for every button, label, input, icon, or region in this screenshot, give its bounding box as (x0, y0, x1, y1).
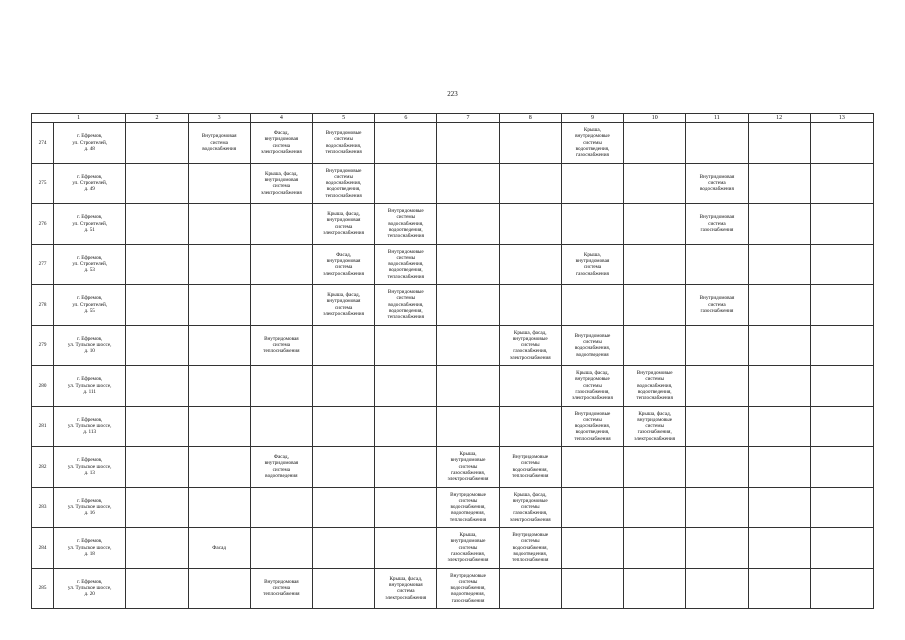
work-cell (810, 568, 873, 609)
work-cell (810, 487, 873, 528)
table-body (32, 123, 874, 609)
work-cell (126, 325, 188, 366)
work-cell (375, 528, 437, 569)
work-cell (810, 406, 873, 447)
work-cell (126, 123, 188, 164)
table-row (32, 204, 874, 245)
work-cell (126, 285, 188, 326)
address-cell: г. Ефремов, ул. Тульское шоссе, д. 13 (54, 447, 126, 488)
work-cell (748, 123, 810, 164)
row-number: 278 (32, 285, 54, 326)
work-cell (126, 528, 188, 569)
table-row (32, 123, 874, 164)
work-cell: Внутридомовая система теплоснабжения (250, 325, 312, 366)
row-number: 281 (32, 406, 54, 447)
work-cell: Фасад, внутридомовая система электроснабжения (312, 244, 374, 285)
work-cell (126, 204, 188, 245)
row-number: 274 (32, 123, 54, 164)
column-header-11: 11 (686, 114, 748, 123)
row-number: 275 (32, 163, 54, 204)
column-header-7: 7 (437, 114, 499, 123)
work-cell (686, 244, 748, 285)
work-cell (686, 447, 748, 488)
work-cell (437, 366, 499, 407)
work-cell: Внутридомовая система водоснабжения (686, 163, 748, 204)
work-cell: Крыша, фасад, внутридомовая система электроснабжения (250, 163, 312, 204)
column-header-1: 1 (32, 114, 126, 123)
column-header-5: 5 (312, 114, 374, 123)
work-cell (250, 487, 312, 528)
work-cell (686, 487, 748, 528)
work-cell (624, 204, 686, 245)
work-cell (312, 406, 374, 447)
work-cell (810, 285, 873, 326)
work-cell (748, 163, 810, 204)
address-cell: г. Ефремов, ул. Тульское шоссе, д. 20 (54, 568, 126, 609)
work-cell (188, 285, 250, 326)
work-cell: Крыша, фасад, внутридомовые системы газоснабжения, электроснабжения (624, 406, 686, 447)
work-cell (312, 528, 374, 569)
work-cell: Внутридомовые системы водоснабжения, водоотведения, теплоснабжения (437, 487, 499, 528)
row-number: 276 (32, 204, 54, 245)
work-cell (686, 366, 748, 407)
table-row (32, 568, 874, 609)
work-cell (499, 285, 561, 326)
work-cell (624, 163, 686, 204)
work-cell (748, 406, 810, 447)
work-cell (499, 163, 561, 204)
work-cell: Крыша, фасад, внутридомовая система электроснабжения (312, 204, 374, 245)
work-cell (375, 325, 437, 366)
work-cell: Фасад, внутридомовая система электроснабжения (250, 123, 312, 164)
work-cell (686, 325, 748, 366)
row-number: 282 (32, 447, 54, 488)
work-cell (126, 244, 188, 285)
work-cell: Крыша, внутридомовые системы газоснабжения, электроснабжения (437, 447, 499, 488)
work-cell: Крыша, фасад, внутридомовые системы газоснабжения, электроснабжения (499, 325, 561, 366)
work-cell (810, 163, 873, 204)
work-cell (375, 163, 437, 204)
work-cell (312, 447, 374, 488)
table-row (32, 163, 874, 204)
work-cell (126, 406, 188, 447)
work-cell (499, 406, 561, 447)
work-cell: Внутридомовые системы водоснабжения, водоотведения, теплоснабжения (499, 528, 561, 569)
work-cell (748, 447, 810, 488)
work-cell (810, 123, 873, 164)
work-cell (437, 163, 499, 204)
work-cell (250, 204, 312, 245)
work-cell (561, 568, 623, 609)
work-cell (437, 285, 499, 326)
work-cell: Крыша, внутридомовая система газоснабжения (561, 244, 623, 285)
work-cell (188, 366, 250, 407)
work-cell (624, 487, 686, 528)
work-cell (499, 123, 561, 164)
table-row (32, 447, 874, 488)
work-cell (375, 447, 437, 488)
address-cell: г. Ефремов, ул. Строителей, д. 55 (54, 285, 126, 326)
work-cell (250, 285, 312, 326)
column-header-9: 9 (561, 114, 623, 123)
row-number: 285 (32, 568, 54, 609)
work-cell (188, 447, 250, 488)
work-cell (810, 204, 873, 245)
work-cell (748, 487, 810, 528)
work-cell (188, 244, 250, 285)
work-cell (748, 325, 810, 366)
column-header-12: 12 (748, 114, 810, 123)
work-cell: Внутридомовая система теплоснабжения (250, 568, 312, 609)
table-row (32, 285, 874, 326)
work-cell (126, 568, 188, 609)
row-number: 280 (32, 366, 54, 407)
address-cell: г. Ефремов, ул. Строителей, д. 48 (54, 123, 126, 164)
work-cell (437, 325, 499, 366)
work-cell (624, 447, 686, 488)
work-cell: Внутридомовые системы водоснабжения, водоотведения, теплоснабжения (375, 285, 437, 326)
work-cell (810, 447, 873, 488)
work-cell: Внутридомовые системы водоснабжения, водоотведения, теплоснабжения (375, 244, 437, 285)
work-cell (810, 244, 873, 285)
work-cell (312, 568, 374, 609)
address-cell: г. Ефремов, ул. Тульское шоссе, д. 18 (54, 528, 126, 569)
work-cell (312, 487, 374, 528)
work-cell: Крыша, внутридомовые системы водоотведения, газоснабжения (561, 123, 623, 164)
work-cell (250, 366, 312, 407)
work-cell (437, 123, 499, 164)
work-cell: Внутридомовая система водоснабжения (188, 123, 250, 164)
work-cell (624, 244, 686, 285)
work-cell (624, 568, 686, 609)
address-cell: г. Ефремов, ул. Строителей, д. 49 (54, 163, 126, 204)
work-cell: Внутридомовые системы водоснабжения, водоотведения, газоснабжения (437, 568, 499, 609)
work-cell (748, 366, 810, 407)
address-cell: г. Ефремов, ул. Тульское шоссе, д. 113 (54, 406, 126, 447)
column-header-4: 4 (250, 114, 312, 123)
repair-schedule-table (31, 113, 874, 609)
work-cell (499, 204, 561, 245)
row-number: 284 (32, 528, 54, 569)
work-cell: Фасад (188, 528, 250, 569)
work-cell (748, 244, 810, 285)
work-cell (748, 285, 810, 326)
row-number: 277 (32, 244, 54, 285)
work-cell: Фасад, внутридомовая система водоотведения (250, 447, 312, 488)
work-cell: Внутридомовые системы водоснабжения, водоотведения, теплоснабжения (375, 204, 437, 245)
table-row (32, 325, 874, 366)
work-cell (624, 528, 686, 569)
table-row (32, 366, 874, 407)
table-row (32, 528, 874, 569)
work-cell (126, 447, 188, 488)
work-cell (126, 163, 188, 204)
work-cell (561, 447, 623, 488)
column-header-2: 2 (126, 114, 188, 123)
table-row (32, 406, 874, 447)
work-cell (499, 244, 561, 285)
work-cell: Внутридомовые системы водоснабжения, теплоснабжения (499, 447, 561, 488)
column-header-6: 6 (375, 114, 437, 123)
table-row (32, 244, 874, 285)
work-cell (250, 406, 312, 447)
work-cell (810, 528, 873, 569)
work-cell (312, 325, 374, 366)
header-row (32, 114, 874, 123)
work-cell (126, 366, 188, 407)
work-cell: Внутридомовая система газоснабжения (686, 285, 748, 326)
work-cell (561, 528, 623, 569)
column-header-13: 13 (810, 114, 873, 123)
table-row (32, 487, 874, 528)
work-cell (375, 366, 437, 407)
work-cell (561, 487, 623, 528)
row-number: 279 (32, 325, 54, 366)
work-cell: Внутридомовые системы водоснабжения, водоотведения, теплоснабжения (561, 406, 623, 447)
address-cell: г. Ефремов, ул. Тульское шоссе, д. 10 (54, 325, 126, 366)
work-cell (748, 568, 810, 609)
work-cell (561, 285, 623, 326)
work-cell: Внутридомовые системы водоснабжения, водоотведения, теплоснабжения (624, 366, 686, 407)
work-cell (748, 528, 810, 569)
work-cell (624, 123, 686, 164)
work-cell (188, 487, 250, 528)
column-header-3: 3 (188, 114, 250, 123)
work-cell: Крыша, внутридомовые системы газоснабжения, электроснабжения (437, 528, 499, 569)
work-cell (686, 406, 748, 447)
address-cell: г. Ефремов, ул. Тульское шоссе, д. 16 (54, 487, 126, 528)
work-cell (624, 325, 686, 366)
page-number: 223 (447, 90, 458, 98)
work-cell (312, 366, 374, 407)
work-cell: Крыша, фасад, внутридомовая система электроснабжения (312, 285, 374, 326)
work-cell (375, 406, 437, 447)
work-cell: Внутридомовая система газоснабжения (686, 204, 748, 245)
work-cell (499, 366, 561, 407)
work-cell: Крыша, фасад, внутридомовые системы газоснабжения, электроснабжения (499, 487, 561, 528)
work-cell: Внутридомовые системы водоснабжения, теплоснабжения (312, 123, 374, 164)
address-cell: г. Ефремов, ул. Строителей, д. 51 (54, 204, 126, 245)
work-cell (499, 568, 561, 609)
column-header-10: 10 (624, 114, 686, 123)
work-cell: Крыша, фасад, внутридомовые системы газоснабжения, электроснабжения (561, 366, 623, 407)
work-cell (561, 163, 623, 204)
work-cell (188, 163, 250, 204)
work-cell (748, 204, 810, 245)
work-cell (437, 406, 499, 447)
row-number: 283 (32, 487, 54, 528)
work-cell (437, 204, 499, 245)
work-cell (686, 123, 748, 164)
work-cell (126, 487, 188, 528)
work-cell (437, 244, 499, 285)
address-cell: г. Ефремов, ул. Строителей, д. 53 (54, 244, 126, 285)
work-cell (810, 366, 873, 407)
work-cell (250, 244, 312, 285)
work-cell: Крыша, фасад, внутридомовая система электроснабжения (375, 568, 437, 609)
work-cell (624, 285, 686, 326)
work-cell (188, 568, 250, 609)
work-cell (810, 325, 873, 366)
column-header-8: 8 (499, 114, 561, 123)
work-cell: Внутридомовые системы водоснабжения, водоотведения (561, 325, 623, 366)
work-cell (188, 325, 250, 366)
work-cell (686, 568, 748, 609)
work-cell (375, 123, 437, 164)
work-cell (188, 204, 250, 245)
work-cell (561, 204, 623, 245)
work-cell (188, 406, 250, 447)
work-cell (686, 528, 748, 569)
address-cell: г. Ефремов, ул. Тульское шоссе, д. 111 (54, 366, 126, 407)
work-cell: Внутридомовые системы водоснабжения, водоотведения, теплоснабжения (312, 163, 374, 204)
work-cell (250, 528, 312, 569)
work-cell (375, 487, 437, 528)
